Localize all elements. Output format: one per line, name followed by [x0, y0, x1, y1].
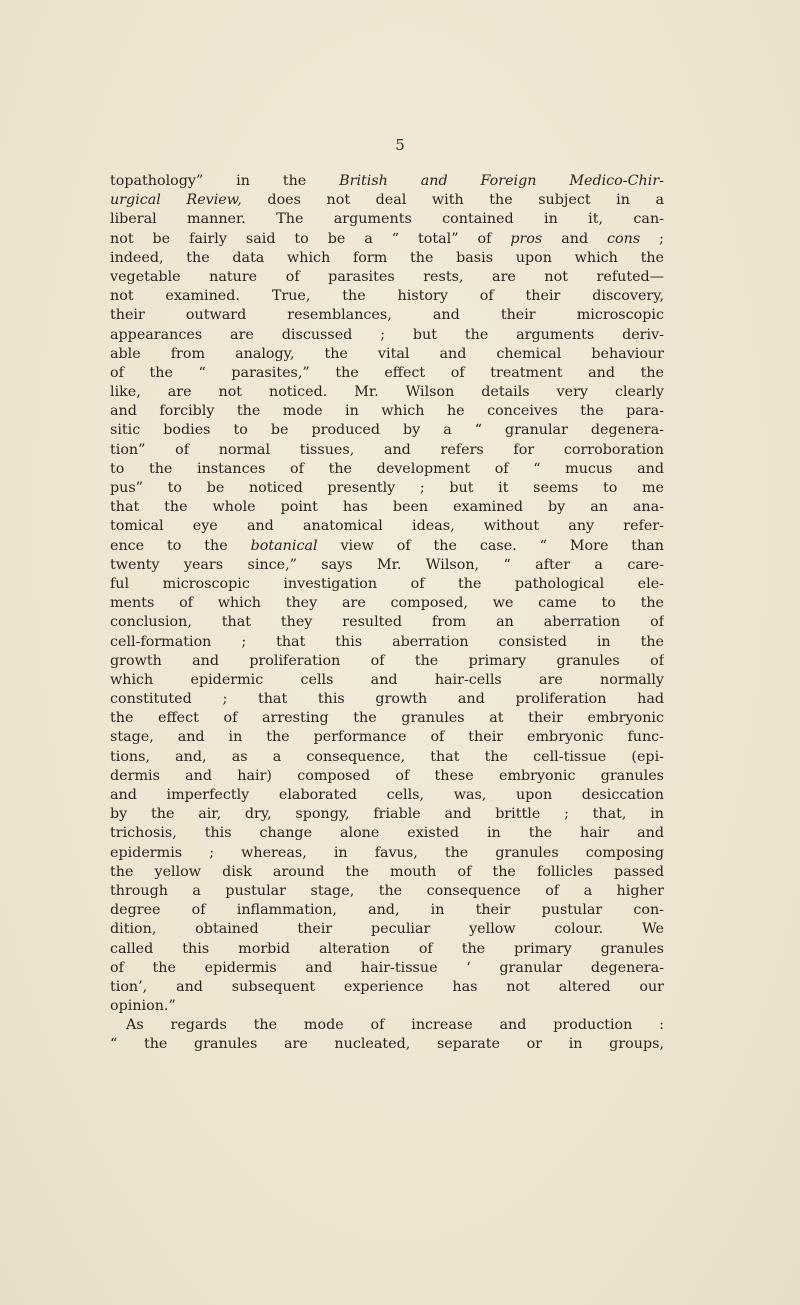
- text-line: degree of inflammation, and, in their pustular con-: [110, 902, 664, 919]
- text-line: As regards the mode of increase and production :: [126, 1017, 664, 1034]
- text-line: the yellow disk around the mouth of the follicles passed: [110, 863, 664, 880]
- text-line: which epidermic cells and hair-cells are normally: [110, 671, 664, 688]
- text-line: able from analogy, the vital and chemical behaviour: [110, 345, 664, 362]
- text-line: appearances are discussed ; but the arguments deriv-: [110, 326, 664, 343]
- text-line: and forcibly the mode in which he conceives the para-: [110, 403, 664, 420]
- text-line: ence to the botanical view of the case. “ More than: [110, 537, 664, 554]
- text-line: to the instances of the development of “ mucus and: [110, 460, 664, 477]
- text-line: urgical Review, does not deal with the subject in a: [110, 192, 664, 209]
- text-line: like, are not noticed. Mr. Wilson details very clearly: [110, 384, 664, 401]
- text-line: liberal manner. The arguments contained in it, can-: [110, 211, 664, 228]
- text-line: ments of which they are composed, we came to the: [110, 595, 664, 612]
- text-line: sitic bodies to be produced by a “ granular degenera-: [110, 422, 664, 439]
- text-line: by the air, dry, spongy, friable and brittle ; that, in: [110, 806, 664, 823]
- page-number: 5: [395, 136, 405, 154]
- text-line: their outward resemblances, and their microscopic: [110, 307, 664, 324]
- text-line: conclusion, that they resulted from an aberration of: [110, 614, 664, 631]
- text-line: called this morbid alteration of the primary granules: [110, 940, 664, 957]
- text-line: tion” of normal tissues, and refers for corroboration: [110, 441, 664, 458]
- text-line: tomical eye and anatomical ideas, without any refer-: [110, 518, 664, 535]
- text-line: dition, obtained their peculiar yellow colour. We: [110, 921, 664, 938]
- text-line: through a pustular stage, the consequence of a higher: [110, 882, 664, 899]
- text-line: tion’, and subsequent experience has not altered our: [110, 978, 664, 995]
- body-text: [110, 172, 664, 1055]
- text-line: trichosis, this change alone existed in the hair and: [110, 825, 664, 842]
- text-line: and imperfectly elaborated cells, was, upon desiccation: [110, 787, 664, 803]
- text-line: tions, and, as a consequence, that the cell-tissue (epi-: [110, 748, 664, 765]
- text-line: vegetable nature of parasites rests, are not refuted—: [110, 268, 664, 285]
- text-line: growth and proliferation of the primary granules of: [110, 652, 664, 669]
- text-line: opinion.”: [110, 998, 176, 1015]
- text-line: not examined. True, the history of their discovery,: [110, 288, 664, 305]
- text-line: not be fairly said to be a “ total” of pros and cons ;: [110, 230, 664, 247]
- text-line: ful microscopic investigation of the pathological ele-: [110, 575, 664, 592]
- text-line: constituted ; that this growth and proliferation had: [110, 691, 664, 708]
- text-line: “ the granules are nucleated, separate or in groups,: [110, 1036, 664, 1053]
- text-line: dermis and hair) composed of these embryonic granules: [110, 767, 664, 784]
- text-line: epidermis ; whereas, in favus, the granules composing: [110, 844, 664, 861]
- text-line: topathology” in the British and Foreign Medico-Chir-: [110, 173, 664, 189]
- text-line: cell-formation ; that this aberration consisted in the: [110, 633, 664, 650]
- text-line: pus” to be noticed presently ; but it seems to me: [110, 480, 664, 496]
- text-line: that the whole point has been examined by an ana-: [110, 499, 664, 516]
- text-line: of the epidermis and hair-tissue ‘ granular degenera-: [110, 959, 664, 976]
- text-line: twenty years since,” says Mr. Wilson, “ after a care-: [110, 556, 664, 573]
- text-line: of the “ parasites,” the effect of treatment and the: [110, 364, 664, 381]
- text-line: stage, and in the performance of their embryonic func-: [110, 729, 664, 746]
- text-line: indeed, the data which form the basis upon which the: [110, 249, 664, 266]
- text-line: the effect of arresting the granules at their embryonic: [110, 710, 664, 727]
